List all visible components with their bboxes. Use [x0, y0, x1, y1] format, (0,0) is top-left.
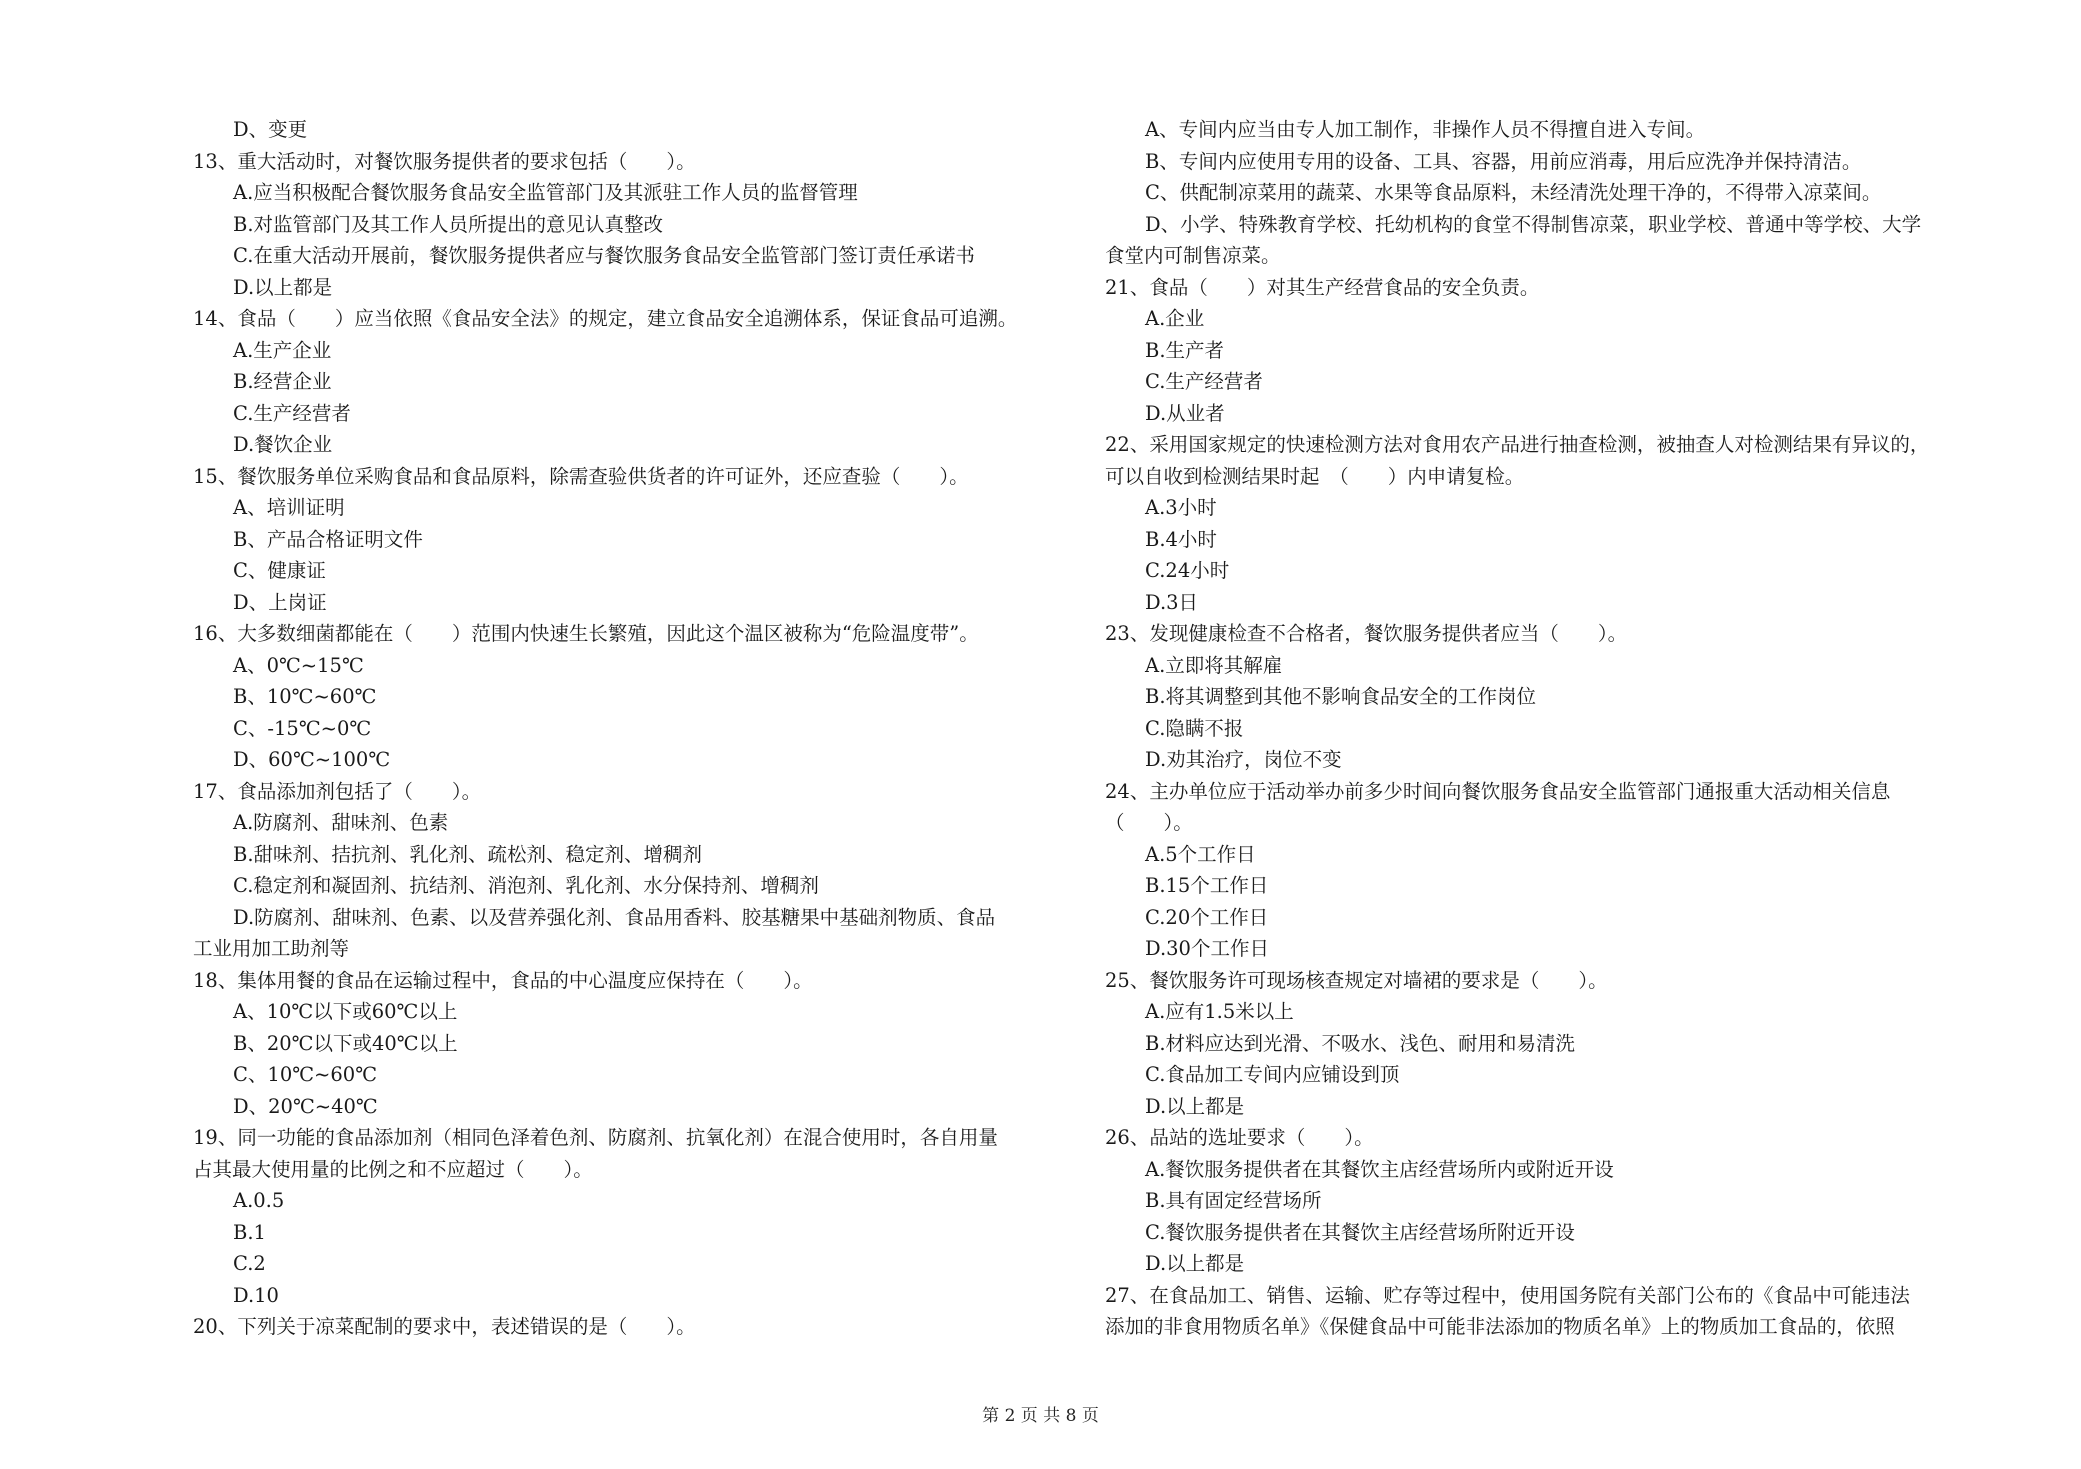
- page-number: 第 2 页 共 8 页: [982, 1406, 1099, 1426]
- answer-option: D.以上都是: [1145, 1094, 1245, 1118]
- right-column: [1105, 114, 1985, 1343]
- question-text: 24、主办单位应于活动举办前多少时间向餐饮服务食品安全监管部门通报重大活动相关信息: [1105, 779, 1891, 803]
- continuation-line: 食堂内可制售凉菜。: [1105, 244, 1281, 267]
- answer-option: D.10: [233, 1283, 279, 1307]
- question-text: 20、下列关于凉菜配制的要求中，表述错误的是（ ）。: [193, 1315, 696, 1338]
- answer-option: C.24小时: [1145, 559, 1230, 582]
- answer-option: D、小学、特殊教育学校、托幼机构的食堂不得制售凉菜，职业学校、普通中等学校、大学: [1145, 212, 1922, 236]
- answer-option: B.15个工作日: [1145, 874, 1269, 897]
- answer-option: C.20个工作日: [1145, 905, 1269, 929]
- question-text: 23、发现健康检查不合格者，餐饮服务提供者应当（ ）。: [1105, 622, 1628, 645]
- question-text: 18、集体用餐的食品在运输过程中，食品的中心温度应保持在（ ）。: [193, 968, 813, 992]
- answer-option: A.企业: [1145, 307, 1205, 330]
- answer-option: B.经营企业: [233, 370, 332, 393]
- question-text: 15、餐饮服务单位采购食品和食品原料，除需查验供货者的许可证外，还应查验（ ）。: [193, 464, 969, 488]
- answer-option: B.具有固定经营场所: [1145, 1189, 1322, 1212]
- answer-option: A.5个工作日: [1145, 842, 1256, 866]
- answer-option: B.对监管部门及其工作人员所提出的意见认真整改: [233, 212, 664, 236]
- answer-option: C.食品加工专间内应铺设到顶: [1145, 1063, 1400, 1086]
- answer-option: D.30个工作日: [1145, 937, 1269, 960]
- answer-option: D.从业者: [1145, 401, 1225, 425]
- continuation-line: 添加的非食用物质名单》《保健食品中可能非法添加的物质名单》上的物质加工食品的，依照: [1105, 1315, 1895, 1338]
- answer-option: C、供配制凉菜用的蔬菜、水果等食品原料，未经清洗处理干净的，不得带入凉菜间。: [1145, 181, 1882, 204]
- question-text: 16、大多数细菌都能在（ ）范围内快速生长繁殖，因此这个温区被称为“危险温度带”。: [193, 622, 979, 645]
- answer-option: C.生产经营者: [1145, 370, 1263, 393]
- continuation-line: 工业用加工助剂等: [193, 937, 350, 960]
- answer-option: D.防腐剂、甜味剂、色素、以及营养强化剂、食品用香料、胶基糖果中基础剂物质、食品: [233, 905, 996, 929]
- answer-option: B、产品合格证明文件: [233, 527, 423, 551]
- answer-option: B、20℃以下或40℃以上: [233, 1031, 458, 1055]
- answer-option: A.防腐剂、甜味剂、色素: [233, 811, 449, 834]
- answer-option: D.以上都是: [233, 275, 333, 299]
- question-text: 14、食品（ ）应当依照《食品安全法》的规定，建立食品安全追溯体系，保证食品可追溯。: [193, 307, 1018, 330]
- answer-option: D.餐饮企业: [233, 433, 333, 456]
- answer-option: B、专间内应使用专用的设备、工具、容器，用前应消毒，用后应洗净并保持清洁。: [1145, 149, 1862, 173]
- answer-option: D、20℃~40℃: [233, 1094, 378, 1118]
- answer-option: B.将其调整到其他不影响食品安全的工作岗位: [1145, 685, 1537, 708]
- continuation-line: 占其最大使用量的比例之和不应超过（ ）。: [193, 1157, 593, 1181]
- answer-option: D、上岗证: [233, 590, 327, 614]
- answer-option: A、专间内应当由专人加工制作，非操作人员不得擅自进入专间。: [1145, 118, 1706, 141]
- continuation-line: 可以自收到检测结果时起 （ ）内申请复检。: [1105, 464, 1525, 488]
- question-text: 13、重大活动时，对餐饮服务提供者的要求包括（ ）。: [193, 149, 696, 173]
- question-text: 17、食品添加剂包括了（ ）。: [193, 779, 482, 803]
- question-text: 21、食品（ ）对其生产经营食品的安全负责。: [1105, 275, 1540, 299]
- answer-option: C、健康证: [233, 559, 326, 582]
- answer-option: C.2: [233, 1252, 266, 1275]
- answer-option: D、变更: [233, 118, 308, 141]
- question-text: 26、品站的选址要求（ ）。: [1105, 1126, 1374, 1149]
- answer-option: B.4小时: [1145, 527, 1217, 551]
- answer-option: D.劝其治疗，岗位不变: [1145, 748, 1342, 771]
- answer-option: A.餐饮服务提供者在其餐饮主店经营场所内或附近开设: [1145, 1157, 1614, 1181]
- answer-option: A、0℃~15℃: [233, 653, 364, 677]
- answer-option: A.3小时: [1145, 496, 1217, 519]
- answer-option: C.生产经营者: [233, 401, 351, 425]
- question-text: 22、采用国家规定的快速检测方法对食用农产品进行抽查检测，被抽查人对检测结果有异议的，: [1105, 433, 1930, 456]
- question-text: 25、餐饮服务许可现场核查规定对墙裙的要求是（ ）。: [1105, 968, 1608, 992]
- answer-option: C.在重大活动开展前，餐饮服务提供者应与餐饮服务食品安全监管部门签订责任承诺书: [233, 244, 975, 267]
- answer-option: A.应当积极配合餐饮服务食品安全监管部门及其派驻工作人员的监督管理: [233, 181, 858, 204]
- answer-option: C.稳定剂和凝固剂、抗结剂、消泡剂、乳化剂、水分保持剂、增稠剂: [233, 874, 819, 897]
- answer-option: C、10℃~60℃: [233, 1063, 378, 1086]
- answer-option: C、-15℃~0℃: [233, 716, 372, 740]
- answer-option: A、10℃以下或60℃以上: [233, 1000, 458, 1023]
- answer-option: C.餐饮服务提供者在其餐饮主店经营场所附近开设: [1145, 1220, 1575, 1244]
- left-column: [193, 114, 1073, 1343]
- answer-option: B.1: [233, 1220, 266, 1244]
- answer-option: A.生产企业: [233, 338, 332, 362]
- answer-option: B.材料应达到光滑、不吸水、浅色、耐用和易清洗: [1145, 1031, 1576, 1055]
- answer-option: D、60℃~100℃: [233, 748, 391, 771]
- answer-option: A.应有1.5米以上: [1145, 1000, 1294, 1023]
- answer-option: A.0.5: [233, 1189, 285, 1212]
- answer-option: A.立即将其解雇: [1145, 653, 1283, 677]
- continuation-line: （ ）。: [1105, 811, 1193, 834]
- question-text: 27、在食品加工、销售、运输、贮存等过程中，使用国务院有关部门公布的《食品中可能违法: [1105, 1283, 1910, 1307]
- answer-option: D.3日: [1145, 590, 1199, 614]
- answer-option: B.甜味剂、拮抗剂、乳化剂、疏松剂、稳定剂、增稠剂: [233, 842, 703, 866]
- answer-option: D.以上都是: [1145, 1252, 1245, 1275]
- answer-option: B、10℃~60℃: [233, 685, 377, 708]
- question-text: 19、同一功能的食品添加剂（相同色泽着色剂、防腐剂、抗氧化剂）在混合使用时，各自用量: [193, 1126, 998, 1149]
- answer-option: C.隐瞒不报: [1145, 716, 1244, 740]
- answer-option: A、培训证明: [233, 496, 345, 519]
- answer-option: B.生产者: [1145, 338, 1225, 362]
